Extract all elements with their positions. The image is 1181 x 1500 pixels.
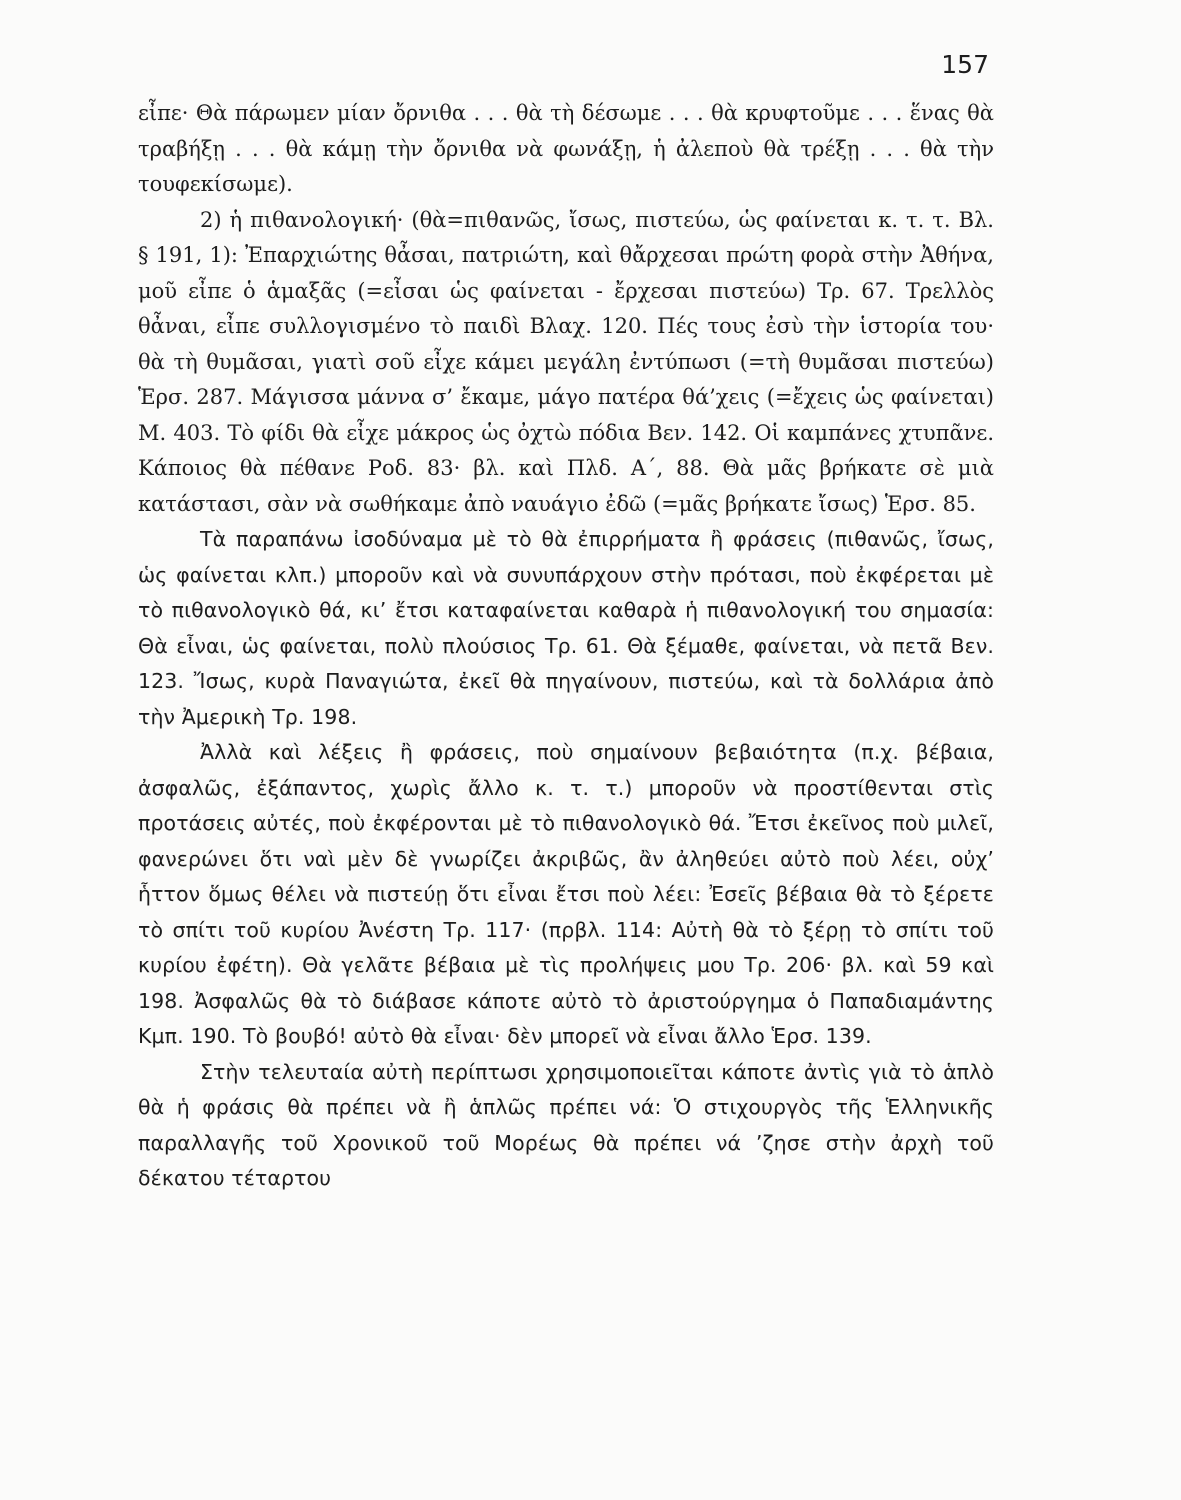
paragraph-2: 2) ἡ πιθανολογική· (θὰ=πιθανῶς, ἴσως, πιστεύω, ὡς φαίνεται κ. τ. τ. Βλ. § 191, 1): Ἐπαρχιώτης θἆσαι, πατριώτη, καὶ θἄρχεσαι πρώτη φορὰ στὴν Ἀθήνα, μοῦ εἶπε ὁ ἁμαξᾶς (=εἶσαι ὡς φαίνεται - ἔρχεσαι πιστεύω) Τρ. 67. Τρελλὸς θἆναι, εἶπε συλλογισμένο τὸ παιδὶ Βλαχ. 120. Πές τους ἐσὺ τὴν ἱστορία του· θὰ τὴ θυμᾶσαι, γιατὶ σοῦ εἶχε κάμει μεγάλη ἐντύπωσι (=τὴ θυμᾶσαι πιστεύω) Ἑρσ. 287. Μάγισσα μάννα σ’ ἔκαμε, μάγο πατέρα θά’χεις (=ἔχεις ὡς φαίνεται) Μ. 403. Τὸ φίδι θὰ εἶχε μάκρος ὡς ὀχτὼ πόδια Βεν. 142. Οἱ καμπάνες χτυπᾶνε. Κάποιος θὰ πέθανε Ροδ. 83· βλ. καὶ Πλδ. Α΄, 88. Θὰ μᾶς βρήκατε σὲ μιὰ κατάστασι, σὰν νὰ σωθήκαμε ἀπὸ ναυάγιο ἐδῶ (=μᾶς βρήκατε ἴσως) Ἑρσ. 85. (138, 207, 994, 516)
text-body (138, 96, 994, 1197)
page-number: 157 (941, 50, 989, 79)
paragraph-5: Στὴν τελευταία αὐτὴ περίπτωσι χρησιμοποιεῖται κάποτε ἀντὶς γιὰ τὸ ἁπλὸ θὰ ἡ φράσις θὰ πρέπει νὰ ἢ ἁπλῶς πρέπει νά: Ὁ στιχουργὸς τῆς Ἑλληνικῆς παραλλαγῆς τοῦ Χρονικοῦ τοῦ Μορέως θὰ πρέπει νά ’ζησε στὴν ἀρχὴ τοῦ δέκατου τέταρτου (138, 1059, 994, 1190)
paragraph-1: εἶπε· Θὰ πάρωμεν μίαν ὄρνιθα . . . θὰ τὴ δέσωμε . . . θὰ κρυφτοῦμε . . . ἕνας θὰ τραβήξῃ . . . θὰ κάμῃ τὴν ὄρνιθα νὰ φωνάξῃ, ἡ ἀλεποὺ θὰ τρέξῃ . . . θὰ τὴν τουφεκίσωμε). (138, 101, 994, 196)
paragraph-3: Τὰ παραπάνω ἰσοδύναμα μὲ τὸ θὰ ἐπιρρήματα ἢ φράσεις (πιθανῶς, ἴσως, ὡς φαίνεται κλπ.) μποροῦν καὶ νὰ συνυπάρχουν στὴν πρότασι, ποὺ ἐκφέρεται μὲ τὸ πιθανολογικὸ θά, κι’ ἔτσι καταφαίνεται καθαρὰ ἡ πιθανολογική του σημασία: Θὰ εἶναι, ὡς φαίνεται, πολὺ πλούσιος Τρ. 61. Θὰ ξέμαθε, φαίνεται, νὰ πετᾶ Βεν. 123. Ἴσως, κυρὰ Παναγιώτα, ἐκεῖ θὰ πηγαίνουν, πιστεύω, καὶ τὰ δολλάρια ἀπὸ τὴν Ἀμερικὴ Τρ. 198. (138, 527, 994, 729)
paragraph-4: Ἀλλὰ καὶ λέξεις ἢ φράσεις, ποὺ σημαίνουν βεβαιότητα (π.χ. βέβαια, ἀσφαλῶς, ἐξάπαντος, χωρὶς ἄλλο κ. τ. τ.) μποροῦν νὰ προστίθενται στὶς προτάσεις αὐτές, ποὺ ἐκφέρονται μὲ τὸ πιθανολογικὸ θά. Ἔτσι ἐκεῖνος ποὺ μιλεῖ, φανερώνει ὅτι ναὶ μὲν δὲ γνωρίζει ἀκριβῶς, ἂν ἀληθεύει αὐτὸ ποὺ λέει, οὐχ’ ἧττον ὅμως θέλει νὰ πιστεύῃ ὅτι εἶναι ἔτσι ποὺ λέει: Ἐσεῖς βέβαια θὰ τὸ ξέρετε τὸ σπίτι τοῦ κυρίου Ἀνέστη Τρ. 117· (πρβλ. 114: Αὐτὴ θὰ τὸ ξέρῃ τὸ σπίτι τοῦ κυρίου ἐφέτη). Θὰ γελᾶτε βέβαια μὲ τὶς προλήψεις μου Τρ. 206· βλ. καὶ 59 καὶ 198. Ἀσφαλῶς θὰ τὸ διάβασε κάποτε αὐτὸ τὸ ἀριστούργημα ὁ Παπαδιαμάντης Κμπ. 190. Τὸ βουβό! αὐτὸ θὰ εἶναι· δὲν μπορεῖ νὰ εἶναι ἄλλο Ἑρσ. 139. (138, 740, 994, 1048)
